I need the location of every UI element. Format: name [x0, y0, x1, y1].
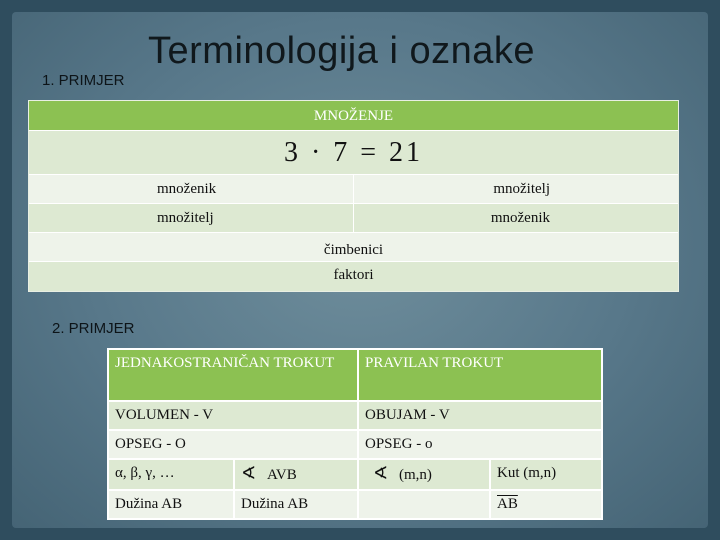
cell: množitelj — [29, 204, 354, 232]
table-row — [108, 459, 602, 490]
cell: množenik — [490, 210, 550, 226]
cell: Kut (m,n) — [490, 459, 602, 490]
table-row — [29, 204, 678, 233]
cell-text: AVB — [267, 467, 297, 483]
table-row — [108, 401, 602, 430]
header-cell: PRAVILAN TROKUT — [358, 349, 602, 401]
cell: $\overline{AB}$ — [490, 490, 602, 519]
terminology-table — [107, 348, 603, 520]
page-title: Terminologija i oznake — [148, 30, 535, 72]
table-row: faktori — [29, 262, 678, 291]
cell: VOLUMEN - V — [108, 401, 358, 430]
multiplication-table — [28, 100, 679, 292]
cell: Dužina AB — [234, 490, 358, 519]
cell: množitelj — [493, 181, 550, 197]
header-cell: JEDNAKOSTRANIČAN TROKUT — [108, 349, 358, 401]
table-row — [108, 490, 602, 519]
cell: α, β, γ, … — [108, 459, 234, 490]
table-header: MNOŽENJE — [29, 101, 678, 131]
cell: množenik — [29, 175, 354, 203]
cell: Dužina AB — [108, 490, 234, 519]
section-label-2: 2. PRIMJER — [52, 320, 135, 337]
cell: OPSEG - O — [108, 430, 358, 459]
cell — [358, 490, 490, 519]
table-row — [29, 175, 678, 204]
angle-icon: ∢ — [241, 463, 257, 483]
cell: OBUJAM - V — [358, 401, 602, 430]
table-header-row — [108, 349, 602, 401]
cell — [358, 459, 490, 490]
section-label-1: 1. PRIMJER — [42, 72, 125, 89]
equation: 3 · 7 = 21 — [29, 131, 678, 175]
cell-text: (m,n) — [399, 467, 432, 483]
cell — [234, 459, 358, 490]
table-row: čimbenici — [29, 233, 678, 262]
table-row — [108, 430, 602, 459]
angle-icon: ∢ — [373, 463, 389, 483]
cell: OPSEG - o — [358, 430, 602, 459]
